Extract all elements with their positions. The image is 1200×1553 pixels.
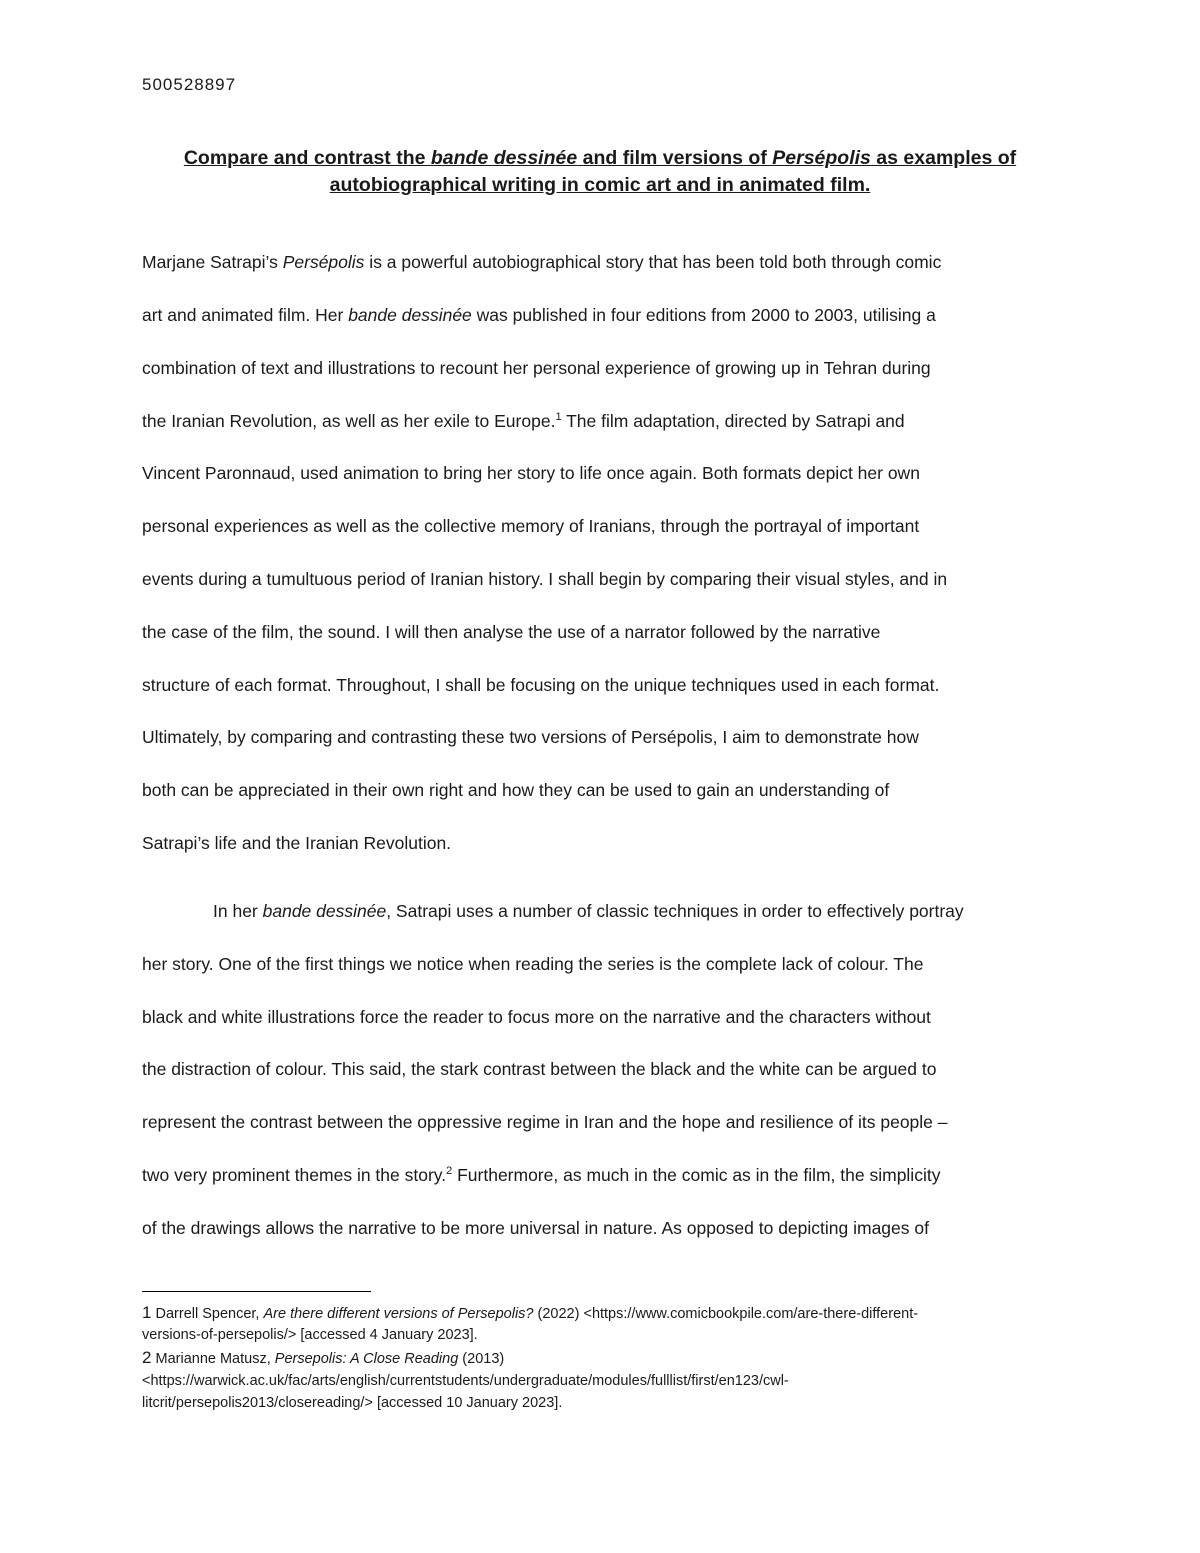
body-line: the case of the film, the sound. I will then analyse the use of a narrator followed by the narrative (142, 622, 881, 642)
body-line: both can be appreciated in their own right and how they can be used to gain an understanding of (142, 780, 890, 800)
body-line: the distraction of colour. This said, the stark contrast between the black and the white can be argued to (142, 1059, 937, 1079)
footnote-link[interactable]: <https://warwick.ac.uk/fac/arts/english/currentstudents/undergraduate/modules/fulllist/first/en123/cwl- (142, 1373, 789, 1389)
footnote-separator (142, 1291, 371, 1292)
student-id: 500528897 (142, 75, 237, 94)
body-line: combination of text and illustrations to recount her personal experience of growing up in Tehran during (142, 358, 931, 378)
body-line: black and white illustrations force the reader to focus more on the narrative and the characters without (142, 1007, 931, 1027)
footnote-link[interactable]: (2022) <https://www.comicbookpile.com/are-there-different- (533, 1306, 919, 1322)
footnote-line: 1 Darrell Spencer, Are there different versions of Persepolis? (2022) <https://www.comicbookpile.com/are-there-different- (142, 1303, 919, 1322)
footnote-ref-1[interactable]: 1 (555, 411, 562, 424)
body-line: In her bande dessinée, Satrapi uses a number of classic techniques in order to effectively portray (213, 901, 964, 921)
footnote-line: 2 Marianne Matusz, Persepolis: A Close Reading (2013) (142, 1348, 505, 1367)
body-line: events during a tumultuous period of Iranian history. I shall begin by comparing their visual styles, and in (142, 569, 948, 589)
body-line: the Iranian Revolution, as well as her exile to Europe.$^1$ The film adaptation, directed by Satrapi and (142, 411, 905, 431)
title-line-1: Compare and contrast the bande dessinée and film versions of Persépolis as examples of (183, 147, 1017, 169)
body-line: her story. One of the first things we notice when reading the series is the complete lack of colour. The (142, 954, 924, 974)
body-line: Vincent Paronnaud, used animation to bring her story to life once again. Both formats depict her own (142, 463, 920, 483)
footnote-ref-2[interactable]: 2 (446, 1165, 453, 1178)
title-line-2: autobiographical writing in comic art and in animated film. (329, 174, 871, 196)
body-line: personal experiences as well as the collective memory of Iranians, through the portrayal of important (142, 516, 920, 536)
body-line: structure of each format. Throughout, I shall be focusing on the unique techniques used in each format. (142, 675, 940, 695)
footnote-line: versions-of-persepolis/> [accessed 4 January 2023]. (142, 1327, 478, 1343)
body-line: Ultimately, by comparing and contrasting these two versions of Persépolis, I aim to demonstrate how (142, 727, 919, 747)
body-line: Satrapi’s life and the Iranian Revolution. (142, 833, 452, 853)
footnote-line: litcrit/persepolis2013/closereading/> [accessed 10 January 2023]. (142, 1395, 563, 1411)
body-line: two very prominent themes in the story.$^2$ Furthermore, as much in the comic as in the film, the simplicity (142, 1165, 941, 1185)
essay-title (130, 145, 1070, 199)
body-line: Marjane Satrapi’s Persépolis is a powerful autobiographical story that has been told both through comic (142, 252, 942, 272)
body-line: art and animated film. Her bande dessinée was published in four editions from 2000 to 2003, utilising a (142, 305, 936, 325)
body-line: represent the contrast between the oppressive regime in Iran and the hope and resilience of its people – (142, 1112, 948, 1132)
body-line: of the drawings allows the narrative to be more universal in nature. As opposed to depicting images of (142, 1218, 929, 1238)
